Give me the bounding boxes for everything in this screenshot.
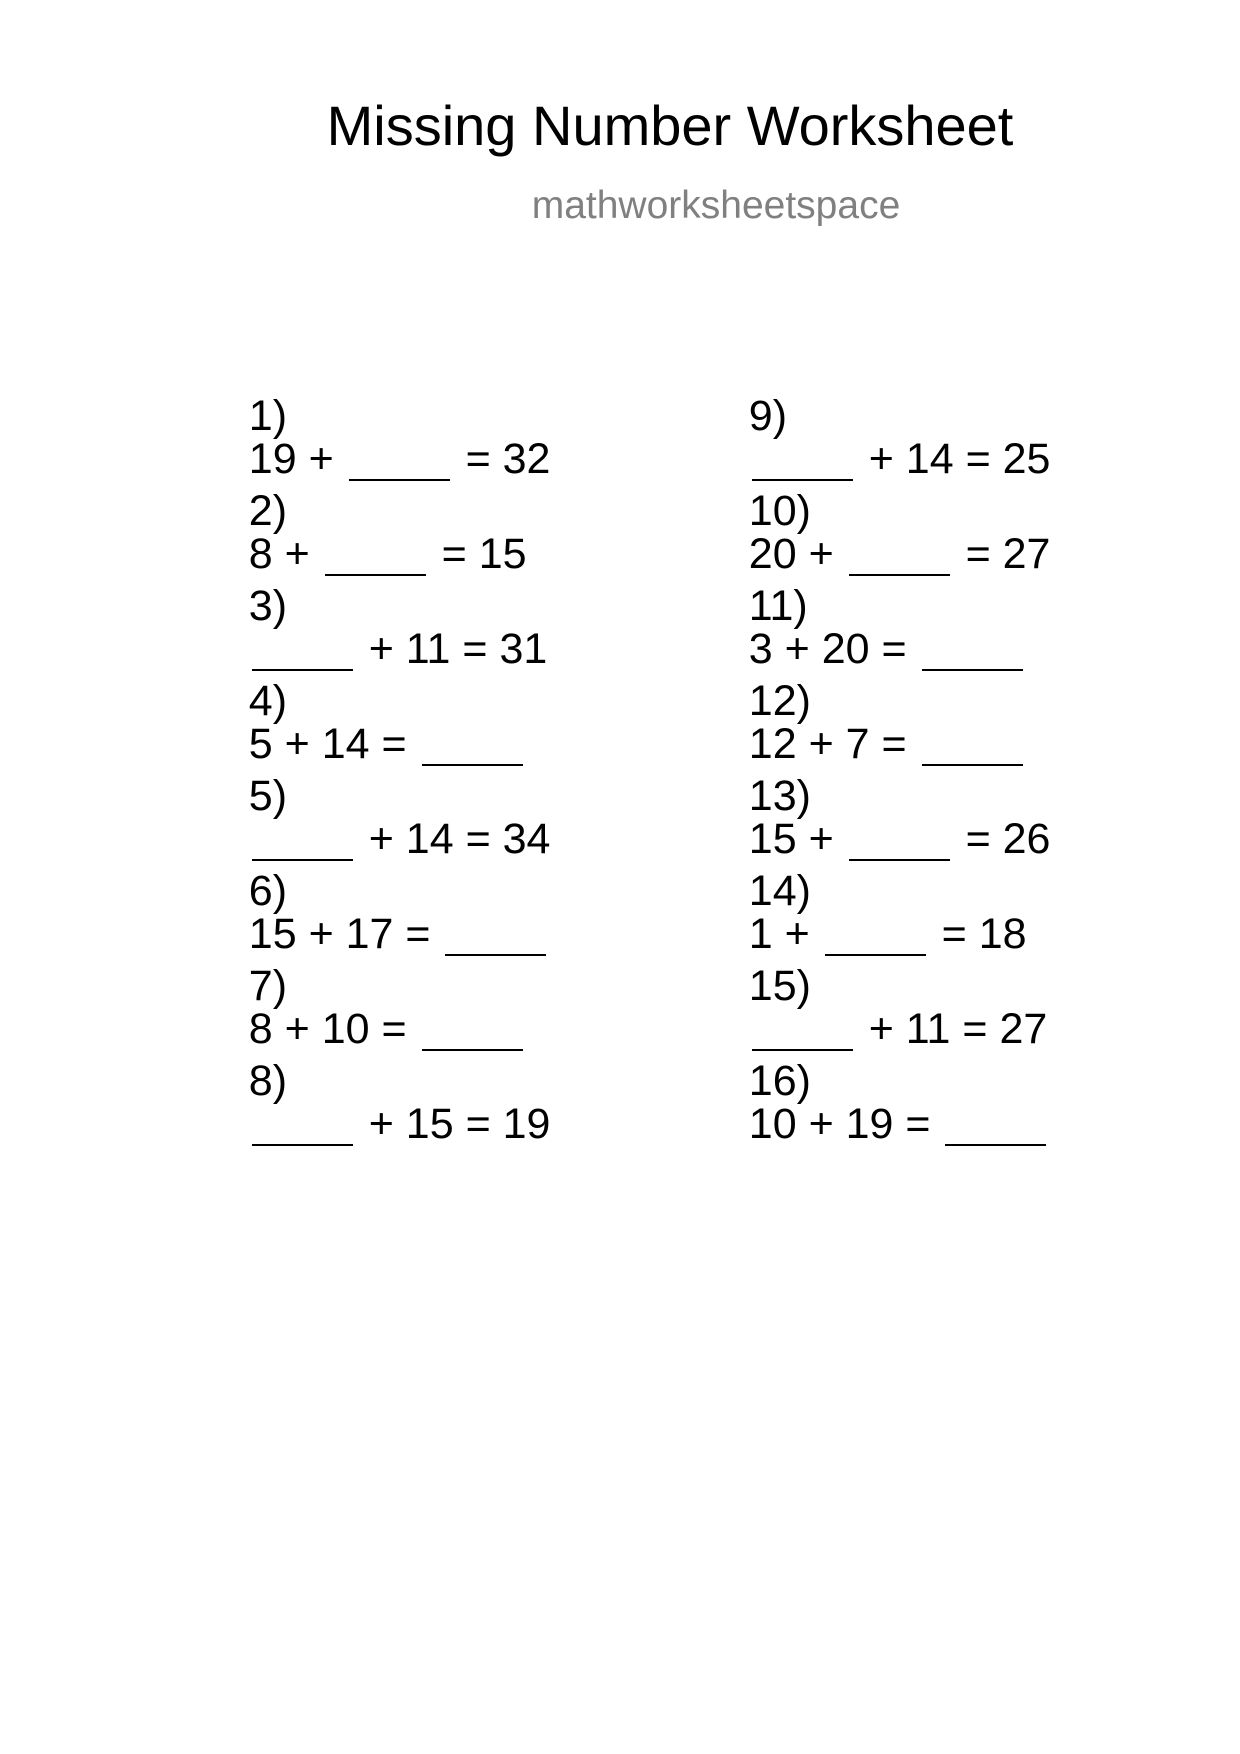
problem-item xyxy=(701,447,1051,578)
problem-number: 14) xyxy=(748,867,811,915)
problem-after: + 14 = 34 xyxy=(356,815,551,863)
answer-blank[interactable] xyxy=(945,1144,1046,1146)
problem-item xyxy=(201,1017,551,1148)
answer-blank[interactable] xyxy=(252,1144,353,1146)
problem-before: 20 + xyxy=(748,530,846,578)
problem-after: = 15 xyxy=(429,530,527,578)
worksheet-title: Missing Number Worksheet xyxy=(326,94,1014,157)
problem-item xyxy=(701,1017,1050,1148)
problem-before: 15 + xyxy=(748,815,846,863)
problem-number: 6) xyxy=(248,867,288,915)
problem-after: = 27 xyxy=(953,530,1051,578)
problem-item xyxy=(701,827,1050,958)
problem-item xyxy=(201,637,550,768)
problem-item xyxy=(201,732,551,863)
problem-before: 19 + xyxy=(248,435,346,483)
problems-left-column xyxy=(201,352,551,1148)
problem-number: 10) xyxy=(748,487,811,535)
problem-after: + 11 = 31 xyxy=(356,625,548,673)
problem-item xyxy=(701,922,1050,1053)
problem-before: 3 + 20 = xyxy=(748,625,919,673)
worksheet-subtitle: mathworksheetspace xyxy=(531,184,901,227)
problem-item xyxy=(701,637,1050,768)
problem-item xyxy=(201,542,550,673)
problem-number: 16) xyxy=(748,1057,811,1105)
problem-after: + 11 = 27 xyxy=(856,1005,1048,1053)
problem-number: 7) xyxy=(248,962,288,1010)
problems-right-column xyxy=(701,352,1051,1148)
problem-before: 10 + 19 = xyxy=(748,1100,943,1148)
problem-item xyxy=(201,447,550,578)
problem-after: + 14 = 25 xyxy=(856,435,1051,483)
problem-number: 5) xyxy=(248,772,288,820)
problem-item xyxy=(201,922,550,1053)
problem-item xyxy=(701,732,1051,863)
problem-before: 8 + 10 = xyxy=(248,1005,419,1053)
problem-after: + 15 = 19 xyxy=(356,1100,551,1148)
problem-number: 2) xyxy=(248,487,288,535)
problem-number: 11) xyxy=(748,582,808,630)
problem-number: 13) xyxy=(748,772,811,820)
problem-number: 9) xyxy=(748,392,788,440)
problem-number: 1) xyxy=(248,392,288,440)
problem-item xyxy=(201,352,551,483)
problem-after: = 32 xyxy=(453,435,551,483)
problem-before: 5 + 14 = xyxy=(248,720,419,768)
problem-number: 12) xyxy=(748,677,811,725)
problem-number: 3) xyxy=(248,582,288,630)
problem-number: 8) xyxy=(248,1057,288,1105)
problem-item xyxy=(701,352,1051,483)
problem-number: 15) xyxy=(748,962,811,1010)
problem-item xyxy=(201,827,550,958)
problem-after: = 26 xyxy=(953,815,1051,863)
problem-before: 12 + 7 = xyxy=(748,720,919,768)
problem-before: 15 + 17 = xyxy=(248,910,443,958)
problem-after: = 18 xyxy=(929,910,1027,958)
problem-before: 1 + xyxy=(748,910,822,958)
problem-item xyxy=(701,542,1050,673)
problem-number: 4) xyxy=(248,677,288,725)
problem-before: 8 + xyxy=(248,530,322,578)
